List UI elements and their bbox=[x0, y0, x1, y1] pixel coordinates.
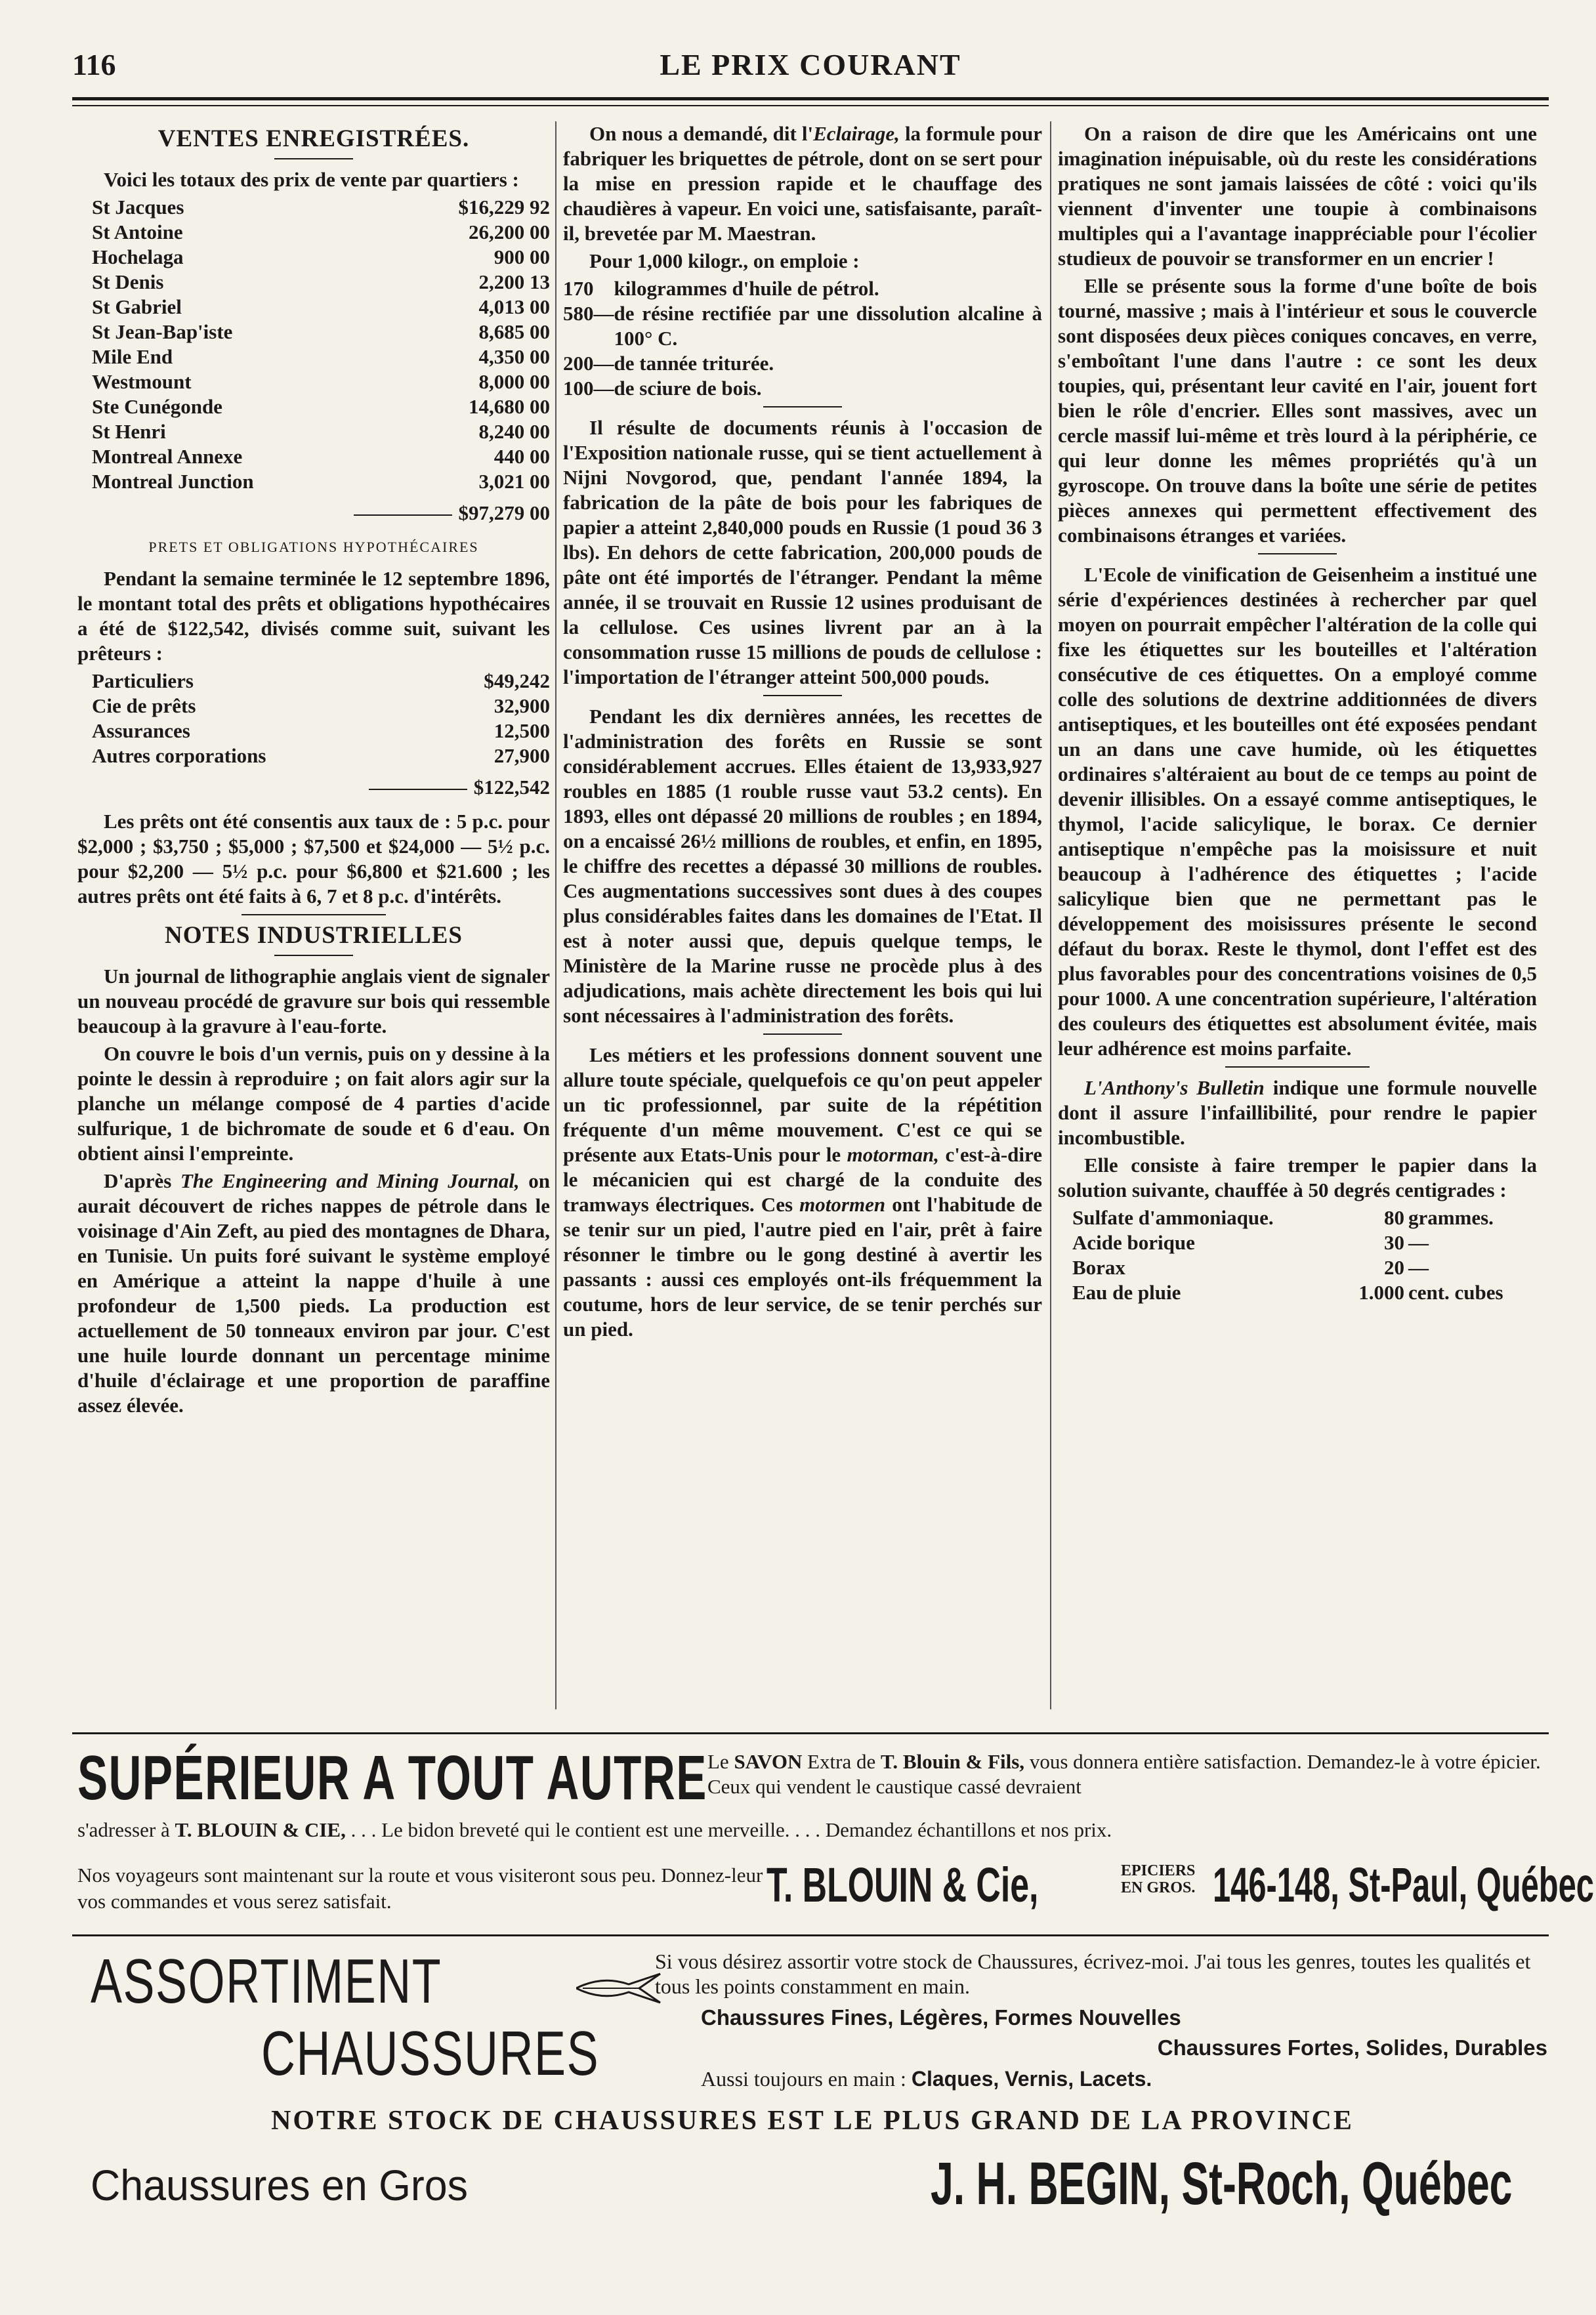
paragraph: Voici les totaux des prix de vente par quartiers : bbox=[104, 168, 519, 191]
table-cell: — bbox=[593, 302, 614, 325]
table-row bbox=[563, 351, 1042, 376]
table-cell: de sciure de bois. bbox=[614, 377, 762, 400]
advert-text: Le SAVON Extra de T. Blouin & Fils, vous donnera entière satisfaction. Demandez-le à votre épicier. Ceux qui vendent le caustique cassé devraient bbox=[707, 1750, 1541, 1798]
table-row bbox=[1058, 1255, 1537, 1280]
table-cell: 580 bbox=[563, 302, 594, 325]
table-row bbox=[77, 220, 550, 245]
table-cell: 12,500 bbox=[494, 719, 550, 742]
table-cell: Montreal Annexe bbox=[92, 445, 243, 468]
table-cell: Hochelaga bbox=[92, 245, 184, 268]
table-row bbox=[77, 419, 550, 444]
advert-fines: Chaussures Fines, Légères, Formes Nouvelles bbox=[701, 2005, 1181, 2030]
advert-epiciers: EPICIERS EN GROS. bbox=[1121, 1862, 1196, 1896]
table-cell: de tannée triturée. bbox=[614, 352, 774, 375]
table-cell: 8,685 00 bbox=[478, 320, 550, 343]
advert-en-gros: Chaussures en Gros bbox=[91, 2161, 469, 2209]
table-cell: St Jean-Bap'iste bbox=[92, 320, 233, 343]
advert-address: 146-148, St-Paul, Québec bbox=[1213, 1858, 1594, 1912]
table-row bbox=[77, 295, 550, 320]
table-row bbox=[77, 669, 550, 694]
table-cell: Ste Cunégonde bbox=[92, 395, 222, 418]
table-cell: 26,200 00 bbox=[469, 220, 550, 243]
table-row bbox=[77, 469, 550, 494]
paragraph: On nous a demandé, dit l'Eclairage, la formule pour fabriquer les briquettes de pétrole, dont on se sert pour la mise en pression rapide et le chauffage des chaudières à vapeur. En voici une, satisfaisante, paraît-il, brevetée par M. Maestran. bbox=[563, 122, 1042, 245]
table-row bbox=[77, 270, 550, 295]
advert-voyageurs: Nos voyageurs sont maintenant sur la route et vous visiteront sous peu. Donnez-leur vos commandes et vous serez satisfait. bbox=[77, 1864, 763, 1913]
table-cell: 200 bbox=[563, 352, 594, 375]
advert-rule bbox=[72, 1934, 1549, 1936]
advert-text: s'adresser à T. BLOUIN & CIE, . . . Le bidon breveté qui le contient est une merveille. . . . Demandez échantillons et nos prix. bbox=[77, 1818, 1112, 1841]
table-cell: 8,240 00 bbox=[478, 420, 550, 443]
table-cell: de résine rectifiée par une dissolution alcaline à 100° C. bbox=[614, 302, 1042, 350]
table-row bbox=[1058, 1280, 1537, 1305]
table-cell: 4,350 00 bbox=[478, 345, 550, 368]
table-row bbox=[1058, 1230, 1537, 1255]
paragraph: On couvre le bois d'un vernis, puis on y dessine à la pointe le dessin à reproduire ; on fait alors agir sur la planche un mélange composé de 4 parties d'acide sulfurique, 1 de bichromate de soude et 6 d'eau. On obtient ainsi l'empreinte. bbox=[77, 1042, 550, 1165]
column-divider bbox=[1050, 121, 1051, 1709]
table-cell: 440 00 bbox=[494, 445, 550, 468]
separator bbox=[763, 406, 842, 407]
paragraph: D'après The Engineering and Mining Journal, on aurait découvert de riches nappes de pétrole dans le voisinage d'Ain Zeft, au pied des montagnes de Dhara, en Tunisie. Un puits foré suivant le système employé en Amérique a atteint la nappe d'huile à une profondeur de 1,500 pieds. La production est actuellement de 50 tonneaux environ par jour. C'est une huile lourde donnant un percentage minime d'huile d'éclairage et une proportion de paraffine assez élevée. bbox=[77, 1169, 550, 1417]
table-cell: 80 bbox=[1383, 1206, 1404, 1229]
table-cell bbox=[594, 276, 614, 301]
table-cell: 170 bbox=[563, 277, 594, 300]
table-row bbox=[77, 694, 550, 719]
table-cell: Montreal Junction bbox=[92, 470, 254, 493]
table-cell: Sulfate d'ammoniaque. bbox=[1072, 1206, 1274, 1229]
table-cell: grammes. bbox=[1408, 1206, 1494, 1229]
paragraph: Il résulte de documents réunis à l'occasion de l'Exposition nationale russe, qui se tient actuellement à Nijni Novgorod, que, pendant l'année 1894, la fabrication de la pâte de bois pour les fabriques de papier a atteint 2,840,000 pouds en Russie (1 poud 36 3 lbs). En dehors de cette fabrication, 200,000 pouds de pâte ont été importés de l'étranger. Pendant la même année, il se trouvait en Russie 12 usines produisant de la cellulose. Ces usines livrent par an à la consommation russe 15 millions de pouds de cellulose : l'importation de l'étranger atteint 500,000 pouds. bbox=[563, 416, 1042, 688]
paragraph: Pendant la semaine terminée le 12 septembre 1896, le montant total des prêts et obligations hypothécaires a été de $122,542, divisés comme suit, suivant les prêteurs : bbox=[77, 567, 550, 665]
table-cell: St Denis bbox=[92, 270, 164, 293]
paragraph: L'Anthony's Bulletin indique une formule nouvelle dont il assure l'infaillibilité, pour rendre le papier incombustible. bbox=[1058, 1076, 1537, 1149]
separator bbox=[274, 955, 353, 956]
table-row bbox=[77, 743, 550, 768]
advert-savon bbox=[77, 1743, 1594, 1929]
paragraph: Elle se présente sous la forme d'une boîte de bois tourné, massive ; mais à l'intérieur et sous le couvercle sont disposées deux pièces coniques concaves, en verre, s'emboîtant l'une dans l'autre : ce sont les deux toupies, qui, présentant leur cavité en l'air, jouent fort bien le rôle d'encrier. Elles sont massives, avec un cercle massif lui-même et très lourd à la périphérie, ce qui leur donne les mêmes propriétés qu'à un gyroscope. On trouve dans la boîte une série de petites pièces annexes qui permettent effectivement des combinaisons étranges et variées. bbox=[1058, 274, 1537, 547]
table-cell: 900 00 bbox=[494, 245, 550, 268]
table-cell: Assurances bbox=[92, 719, 190, 742]
table-row bbox=[563, 276, 1042, 301]
arrow-icon bbox=[576, 1969, 662, 2008]
column-3 bbox=[1058, 121, 1537, 1722]
separator bbox=[763, 1033, 842, 1035]
table-cell: Eau de pluie bbox=[1072, 1281, 1181, 1304]
table-cell: Westmount bbox=[92, 370, 192, 393]
table-row bbox=[77, 245, 550, 270]
table-row bbox=[563, 301, 1042, 351]
advert-firm-name: T. BLOUIN & Cie, bbox=[766, 1858, 1039, 1912]
page-number: 116 bbox=[72, 48, 116, 81]
table-cell: cent. cubes bbox=[1408, 1281, 1503, 1304]
table-cell: Particuliers bbox=[92, 669, 194, 692]
paragraph: L'Ecole de vinification de Geisenheim a institué une série d'expériences destinées à rechercher par quel moyen on pourrait empêcher l'altération de la colle qui fixe les étiquettes sur les bouteilles et l'altération consécutive de ces étiquettes. On a employé comme colle des solutions de dextrine additionnées de divers antiseptiques, et les bouteilles ont été exposées pendant un an dans une cave humide, où les étiquettes ordinaires s'altéraient au bout de ce temps au point de devenir illisibles. On a essayé comme antiseptiques, le thymol, l'acide salicylique, le borax. Ce dernier antiseptique n'empêche pas la moisissure et nuit beaucoup à l'adhérence des étiquettes ; l'acide salicylique bien que ne permettant pas le développement des moisissures présente le second défaut du borax. Reste le thymol, dont l'effet est des plus favorables pour des concentrations voisines de 0,5 pour 1000. A une concentration supérieure, l'altération des couleurs des étiquettes est absolument évitée, mais leur adhérence est moins parfaite. bbox=[1058, 563, 1537, 1060]
section-heading-notes: NOTES INDUSTRIELLES bbox=[165, 922, 463, 949]
advert-rule bbox=[72, 1732, 1549, 1734]
column-2 bbox=[563, 121, 1042, 1722]
prets-total: $122,542 bbox=[77, 775, 550, 800]
fireproof-solution-table bbox=[1058, 1205, 1537, 1305]
column-divider bbox=[555, 121, 556, 1709]
table-cell: kilogrammes d'huile de pétrol. bbox=[614, 277, 879, 300]
paragraph: Les métiers et les professions donnent souvent une allure toute spéciale, quelquefois ce qu'on peut appeler un tic professionnel, par suite de la répétition fréquente d'un même mouvement. C'est ce qui se présente aux Etats-Unis pour le motorman, c'est-à-dire le mécanicien qui est chargé de la conduite des tramways électriques. Ces motormen ont l'habitude de se tenir sur un pied, l'autre pied en l'air, prêt à faire résonner le timbre ou le gong destiné à avertir les passants : aussi ces employés ont-ils fréquemment la coutume, hors de leur service, de se tenir perchés sur un pied. bbox=[563, 1043, 1042, 1341]
table-row bbox=[563, 376, 1042, 401]
table-row bbox=[77, 344, 550, 369]
table-cell: — bbox=[1408, 1256, 1429, 1279]
table-cell: St Henri bbox=[92, 420, 166, 443]
table-cell: 8,000 00 bbox=[478, 370, 550, 393]
table-cell: 32,900 bbox=[494, 694, 550, 717]
table-cell: — bbox=[1408, 1231, 1429, 1254]
advert-headline: SUPÉRIEUR A TOUT AUTRE bbox=[77, 1743, 707, 1813]
table-cell: 30 bbox=[1383, 1231, 1404, 1254]
separator bbox=[242, 914, 386, 915]
paragraph: Pour 1,000 kilogr., on emploie : bbox=[589, 249, 860, 272]
table-row bbox=[77, 394, 550, 419]
paragraph: Un journal de lithographie anglais vient de signaler un nouveau procédé de gravure sur bois qui ressemble beaucoup à la gravure à l'eau-forte. bbox=[77, 965, 550, 1037]
table-row bbox=[77, 320, 550, 344]
advert-chaussures-title: CHAUSSURES bbox=[261, 2018, 600, 2089]
paragraph: Les prêts ont été consentis aux taux de : 5 p.c. pour $2,000 ; $3,750 ; $5,000 ; $7,500 et $24,000 — 5½ p.c. pour $2,200 — 5½ p.c. pour $6,800 et $21.600 ; les autres prêts ont été faits à 6, 7 et 8 p.c. d'intérêts. bbox=[77, 810, 550, 907]
paragraph: On a raison de dire que les Américains ont une imagination inépuisable, où du reste les considérations pratiques ne sont jamais laissées de côté : voici qu'ils viennent d'inventer une toupie à combinaisons multiples qui a l'avantage inappréciable pour l'écolier studieux de pouvoir se transformer en un encrier ! bbox=[1058, 122, 1537, 270]
section-heading-ventes: VENTES ENREGISTRÉES. bbox=[158, 125, 470, 152]
separator bbox=[1258, 553, 1337, 554]
table-cell: 20 bbox=[1383, 1256, 1404, 1279]
separator bbox=[763, 695, 842, 696]
running-header bbox=[72, 39, 1549, 92]
ventes-table bbox=[77, 195, 550, 494]
advert-fortes: Chaussures Fortes, Solides, Durables bbox=[1157, 2035, 1547, 2060]
table-cell: Cie de prêts bbox=[92, 694, 196, 717]
table-cell: — bbox=[593, 377, 614, 400]
advert-begin: J. H. BEGIN, St-Roch, Québec bbox=[931, 2150, 1513, 2217]
section-heading-prets: PRETS ET OBLIGATIONS HYPOTHÉCAIRES bbox=[148, 539, 479, 555]
table-row bbox=[77, 444, 550, 469]
table-cell: 4,013 00 bbox=[478, 295, 550, 318]
table-cell: 27,900 bbox=[494, 744, 550, 767]
table-cell: Mile End bbox=[92, 345, 173, 368]
table-cell: St Antoine bbox=[92, 220, 183, 243]
publication-title: LE PRIX COURANT bbox=[660, 48, 961, 81]
header-rule-thin bbox=[72, 105, 1549, 106]
table-cell: $16,229 92 bbox=[458, 196, 550, 219]
header-rule bbox=[72, 97, 1549, 100]
table-cell: 14,680 00 bbox=[469, 395, 550, 418]
table-cell: St Gabriel bbox=[92, 295, 182, 318]
table-cell: 3,021 00 bbox=[478, 470, 550, 493]
table-row bbox=[77, 369, 550, 394]
prets-table bbox=[77, 669, 550, 768]
table-cell: 2,200 13 bbox=[478, 270, 550, 293]
briquette-formula bbox=[563, 276, 1042, 401]
column-1 bbox=[77, 121, 550, 1722]
separator bbox=[274, 158, 353, 159]
advert-chaussures bbox=[77, 1942, 1547, 2310]
advert-assortiment: ASSORTIMENT bbox=[91, 1946, 442, 2016]
separator bbox=[1225, 1066, 1370, 1068]
table-row bbox=[77, 195, 550, 220]
advert-stock-line: NOTRE STOCK DE CHAUSSURES EST LE PLUS GRAND DE LA PROVINCE bbox=[271, 2106, 1354, 2136]
table-cell: St Jacques bbox=[92, 196, 184, 219]
advert-aussi: Aussi toujours en main : Claques, Vernis, Lacets. bbox=[701, 2067, 1152, 2091]
table-cell: — bbox=[593, 352, 614, 375]
paragraph: Pendant les dix dernières années, les recettes de l'administration des forêts en Russie se sont considérablement accrues. Elles étaient de 13,933,927 roubles en 1885 (1 rouble russe vaut 53.2 cents). En 1893, elles ont dépassé 20 millions de roubles ; en 1894, on a encaissé 26½ millions de roubles, et enfin, en 1895, le chiffre des recettes a dépassé 30 millions de roubles. Ces augmentations successives sont dues à des coupes plus considérables faites dans les domaines de l'Etat. Il est à noter aussi que, depuis quelque temps, le Ministère de la Marine russe ne procède plus à des adjudications, mais achète directement les bois qui lui sont nécessaires à l'administration des forêts. bbox=[563, 705, 1042, 1027]
paragraph: Elle consiste à faire tremper le papier dans la solution suivante, chauffée à 50 degrés centigrades : bbox=[1058, 1154, 1537, 1201]
table-cell: 1.000 bbox=[1358, 1281, 1404, 1304]
table-cell: Acide borique bbox=[1072, 1231, 1195, 1254]
table-row bbox=[77, 719, 550, 743]
advert-text: Si vous désirez assortir votre stock de Chaussures, écrivez-moi. J'ai tous les genres, toutes les qualités et tous les points constamment en main. bbox=[655, 1950, 1531, 1998]
table-cell: $49,242 bbox=[484, 669, 550, 692]
table-row bbox=[1058, 1205, 1537, 1230]
ventes-total: $97,279 00 bbox=[77, 501, 550, 526]
table-cell: 100 bbox=[563, 377, 594, 400]
table-cell: Autres corporations bbox=[92, 744, 266, 767]
table-cell: Borax bbox=[1072, 1256, 1125, 1279]
